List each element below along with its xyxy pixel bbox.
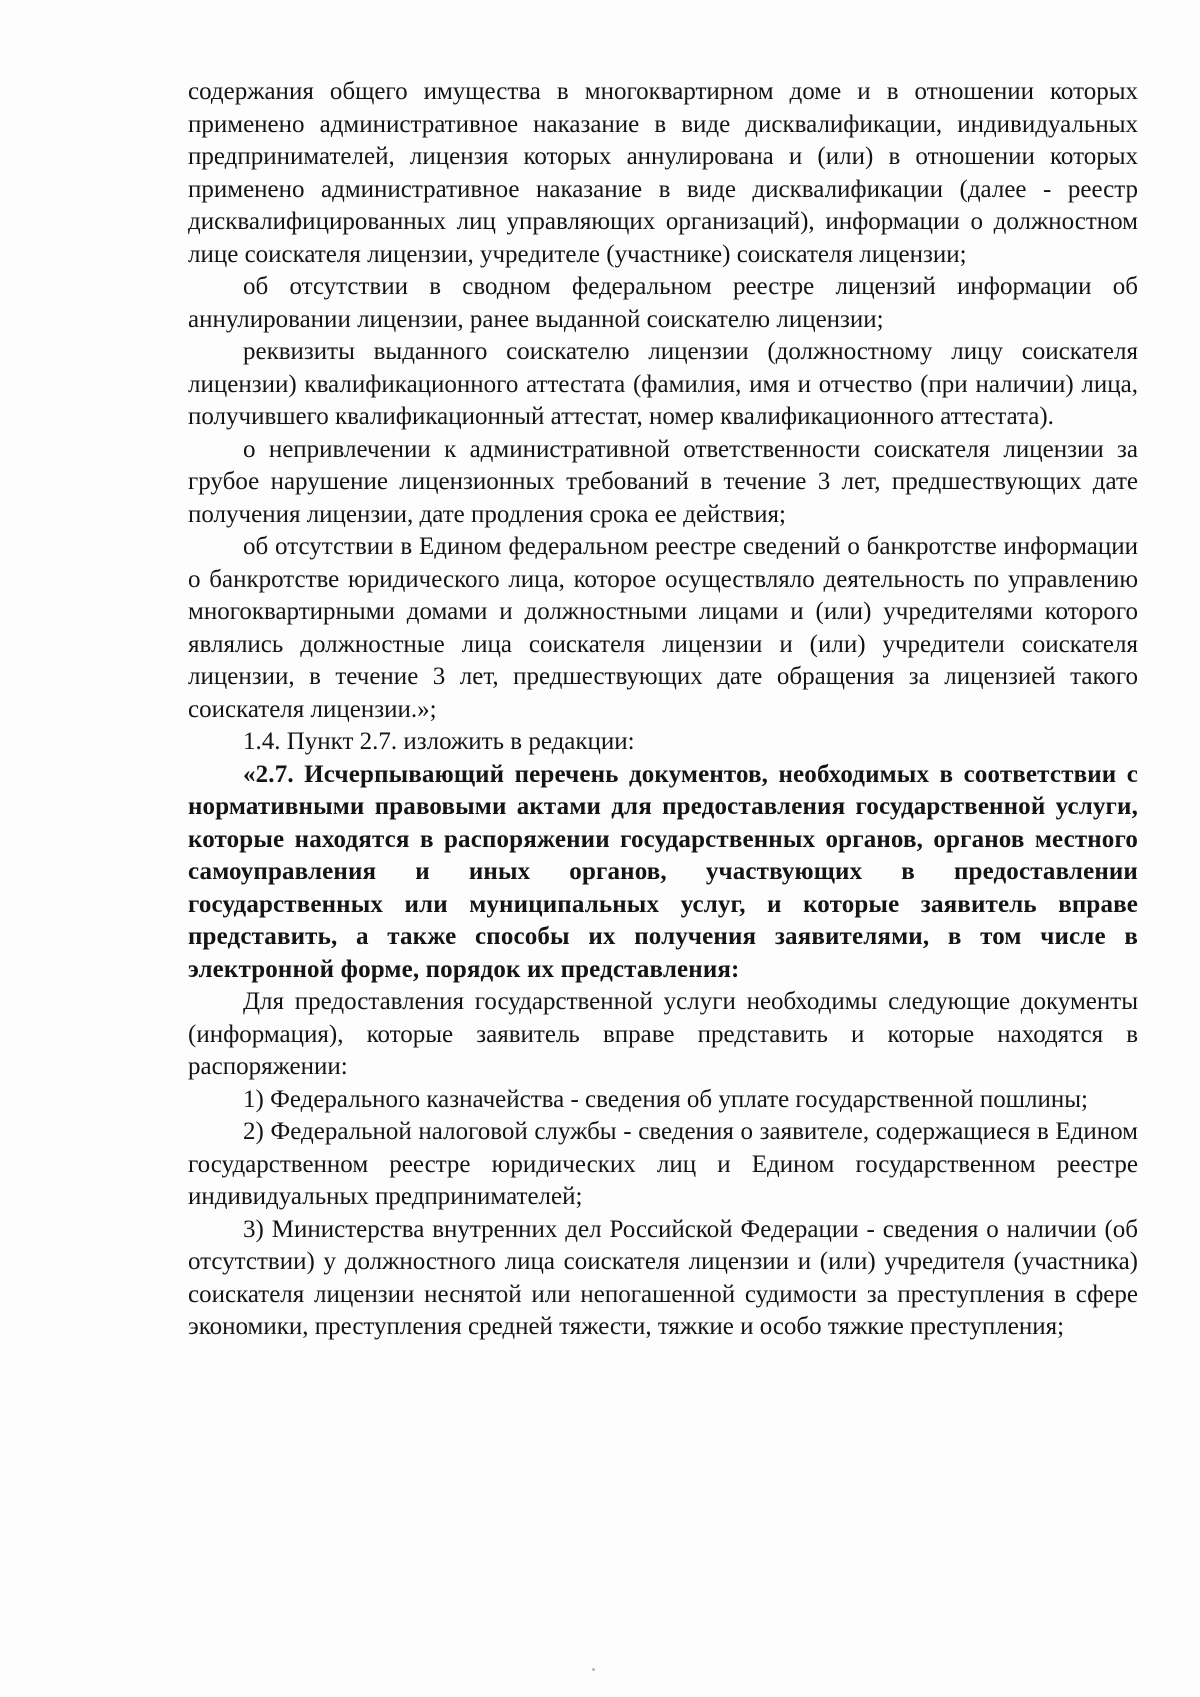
scan-speck <box>592 1668 595 1671</box>
section-heading-2-7: «2.7. Исчерпывающий перечень документов, необходимых в соответствии с нормативными правовыми актами для предоставления государственной услуги, которые находятся в распоряжении государственных органов, органов местного самоуправления и иных органов, участвующих в предоставлении государственных или муниципальных услуг, и которые заявитель вправе представить, а также способы их получения заявителями, в том числе в электронной форме, порядок их представления: <box>188 760 1138 983</box>
paragraph-3: реквизиты выданного соискателю лицензии (должностному лицу соискателя лицензии) квалификационного аттестата (фамилия, имя и отчество (при наличии) лица, получившего квалификационный аттестат, номер квалификационного аттестата). <box>188 338 1138 430</box>
paragraph-2: об отсутствии в сводном федеральном реестре лицензий информации об аннулировании лицензии, ранее выданной соискателю лицензии; <box>188 273 1138 333</box>
paragraph-5: об отсутствии в Едином федеральном реестре сведений о банкротстве информации о банкротстве юридического лица, которое осуществляло деятельность по управлению многоквартирными домами и должностными лицами и (или) учредителями которого являлись должностные лица соискателя лицензии и (или) учредители соискателя лицензии, в течение 3 лет, предшествующих дате обращения за лицензией такого соискателя лицензии.»; <box>188 533 1138 723</box>
document-body <box>188 76 1138 1344</box>
paragraph-1: содержания общего имущества в многоквартирном доме и в отношении которых применено административное наказание в виде дисквалификации, индивидуальных предпринимателей, лицензия которых аннулирована и (или) в отношении которых применено административное наказание в виде дисквалификации (далее - реестр дисквалифицированных лиц управляющих организаций), информации о должностном лице соискателя лицензии, учредителе (участнике) соискателя лицензии; <box>188 78 1138 268</box>
paragraph-4: о непривлечении к административной ответственности соискателя лицензии за грубое нарушение лицензионных требований в течение 3 лет, предшествующих дате получения лицензии, дате продления срока ее действия; <box>188 435 1138 528</box>
paragraph-6: 1.4. Пункт 2.7. изложить в редакции: <box>243 728 635 755</box>
list-item-3: 3) Министерства внутренних дел Российской Федерации - сведения о наличии (об отсутствии) у должностного лица соискателя лицензии и (или) учредителя (участника) соискателя лицензии неснятой или непогашенной судимости за преступления в сфере экономики, преступления средней тяжести, тяжкие и особо тяжкие преступления; <box>188 1215 1138 1340</box>
list-item-1: 1) Федерального казначейства - сведения об уплате государственной пошлины; <box>243 1085 1088 1113</box>
paragraph-8: Для предоставления государственной услуги необходимы следующие документы (информация), которые заявитель вправе представить и которые находятся в распоряжении: <box>188 988 1138 1080</box>
list-item-2: 2) Федеральной налоговой службы - сведения о заявителе, содержащиеся в Едином государственном реестре юридических лиц и Едином государственном реестре индивидуальных предпринимателей; <box>188 1118 1138 1210</box>
